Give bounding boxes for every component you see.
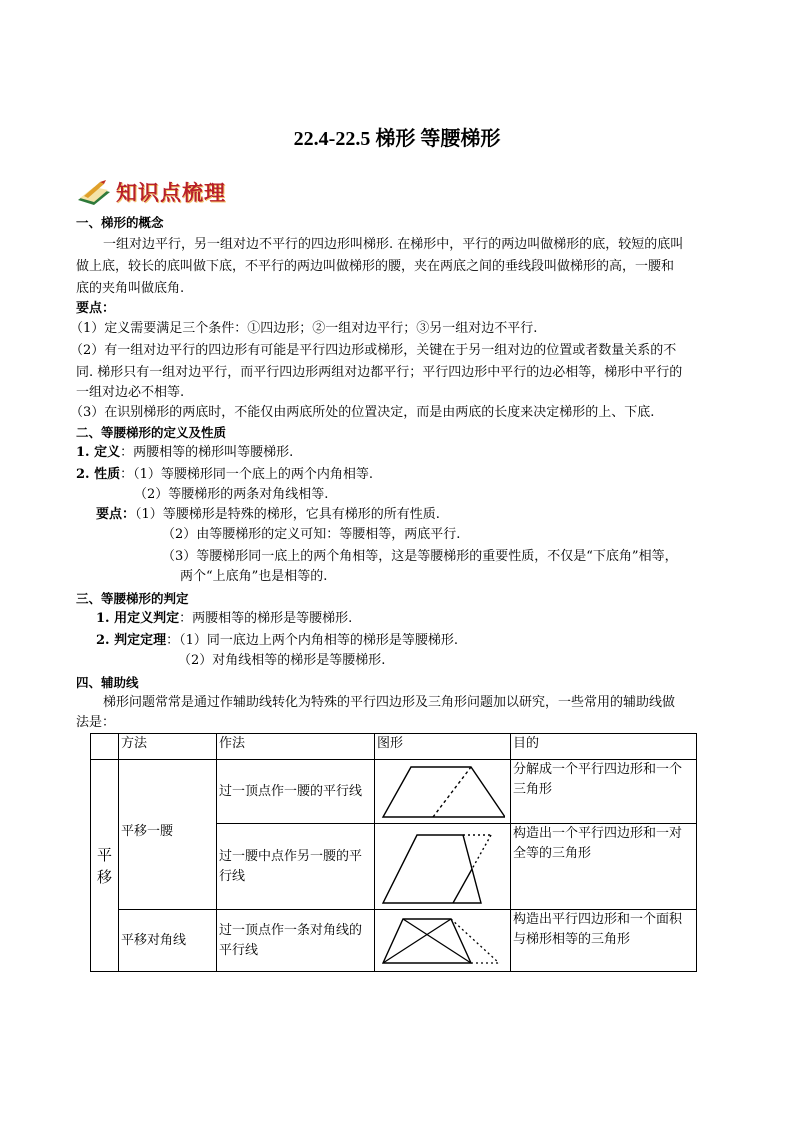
s4-paragraph-line-1: 梯形问题常常是通过作辅助线转化为特殊的平行四边形及三角形问题加以研究，一些常用的辅助线做 <box>103 695 676 710</box>
table-approach-cell: 过一腰中点作另一腰的平行线 <box>217 824 375 910</box>
table-row <box>91 910 697 972</box>
table-row <box>91 760 697 824</box>
trapezoid-diagonal-icon <box>379 915 505 967</box>
section-1-heading: 一、梯形的概念 <box>76 215 164 230</box>
s2-key-3a: （3）等腰梯形同一底上的两个角相等，这是等腰梯形的重要性质，不仅是“下底角”相等， <box>162 549 678 564</box>
table-method-cell: 平移一腰 <box>119 760 217 910</box>
table-method-cell: 平移对角线 <box>119 910 217 972</box>
s3-judge-1-text: ：两腰相等的梯形是等腰梯形. <box>179 611 353 626</box>
table-header-approach: 作法 <box>217 734 375 760</box>
banner-title: 知识点梳理 <box>116 181 226 205</box>
page-title: 22.4-22.5 梯形 等腰梯形 <box>293 128 501 150</box>
s1-key-2b: 同. 梯形只有一组对边平行，而平行四边形两组对边都平行；平行四边形中平行的边必相等，梯形中平行的 <box>76 365 683 380</box>
table-approach-cell: 过一顶点作一腰的平行线 <box>217 760 375 824</box>
s1-key-1: （1）定义需要满足三个条件：①四边形；②一组对边平行；③另一组对边不平行. <box>70 321 538 336</box>
s3-judge-2-text: ：（1）同一底边上两个内角相等的梯形是等腰梯形. <box>166 633 459 648</box>
section-banner <box>76 176 226 208</box>
s1-key-2c: 一组对边必不相等. <box>76 385 185 400</box>
table-purpose-cell: 构造出一个平行四边形和一对全等的三角形 <box>511 824 697 910</box>
table-header-purpose: 目的 <box>511 734 697 760</box>
s2-definition-label: 1. 定义 <box>76 445 121 460</box>
section-3-heading: 三、等腰梯形的判定 <box>76 591 189 606</box>
table-purpose-cell: 分解成一个平行四边形和一个三角形 <box>511 760 697 824</box>
table-figure-cell <box>375 824 511 910</box>
auxiliary-line-table <box>90 733 697 972</box>
s2-property-1-text: ：（1）等腰梯形同一个底上的两个内角相等. <box>120 467 374 482</box>
section-4-heading: 四、辅助线 <box>76 675 139 690</box>
trapezoid-midpoint-icon <box>379 829 505 905</box>
table-header-row <box>91 734 697 760</box>
s2-definition-text: ：两腰相等的梯形叫等腰梯形. <box>120 445 294 460</box>
s2-property-2: （2）等腰梯形的两条对角线相等. <box>134 487 329 502</box>
s1-key-label: 要点： <box>76 301 116 316</box>
s2-key-1-text: （1）等腰梯形是特殊的梯形，它具有梯形的所有性质. <box>135 507 440 522</box>
s3-judge-2-label: 2. 判定定理 <box>96 633 167 648</box>
s2-key-3b: 两个“上底角”也是相等的. <box>180 569 328 584</box>
table-category-text: 平移 <box>96 845 112 886</box>
table-header-blank <box>91 734 119 760</box>
s3-judge-1 <box>96 610 352 628</box>
book-pencil-icon <box>76 178 112 206</box>
table-header-figure: 图形 <box>375 734 511 760</box>
trapezoid-parallel-leg-icon <box>379 765 505 819</box>
s2-key-1 <box>96 506 440 524</box>
s1-key-3: （3）在识别梯形的两底时，不能仅由两底所处的位置决定，而是由两底的长度来决定梯形的上、下底. <box>70 405 655 420</box>
table-purpose-cell: 构造出平行四边形和一个面积与梯形相等的三角形 <box>511 910 697 972</box>
s2-key-label: 要点： <box>96 507 136 522</box>
s2-definition <box>76 444 293 462</box>
table-approach-cell: 过一顶点作一条对角线的平行线 <box>217 910 375 972</box>
s1-paragraph-line-1: 一组对边平行，另一组对边不平行的四边形叫梯形. 在梯形中，平行的两边叫做梯形的底，较短的底叫 <box>103 237 684 252</box>
s1-paragraph-line-2: 做上底，较长的底叫做下底，不平行的两边叫做梯形的腰，夹在两底之间的垂线段叫做梯形的高，一腰和 <box>76 259 675 274</box>
s4-paragraph-line-2: 法是： <box>76 715 116 730</box>
table-figure-cell <box>375 760 511 824</box>
s3-judge-2 <box>96 632 458 650</box>
table-header-method: 方法 <box>119 734 217 760</box>
s3-judge-2b: （2）对角线相等的梯形是等腰梯形. <box>178 653 386 668</box>
s1-key-2a: （2）有一组对边平行的四边形有可能是平行四边形或梯形，关键在于另一组对边的位置或者数量关系的不 <box>70 343 677 358</box>
s3-judge-1-label: 1. 用定义判定 <box>96 611 180 626</box>
s1-paragraph-line-3: 底的夹角叫做底角. <box>76 281 185 296</box>
s2-property-label: 2. 性质 <box>76 467 121 482</box>
s2-key-2: （2）由等腰梯形的定义可知：等腰相等，两底平行. <box>162 527 461 542</box>
s2-property-1 <box>76 466 373 484</box>
table-figure-cell <box>375 910 511 972</box>
section-2-heading: 二、等腰梯形的定义及性质 <box>76 425 227 440</box>
table-category-cell <box>91 760 119 972</box>
